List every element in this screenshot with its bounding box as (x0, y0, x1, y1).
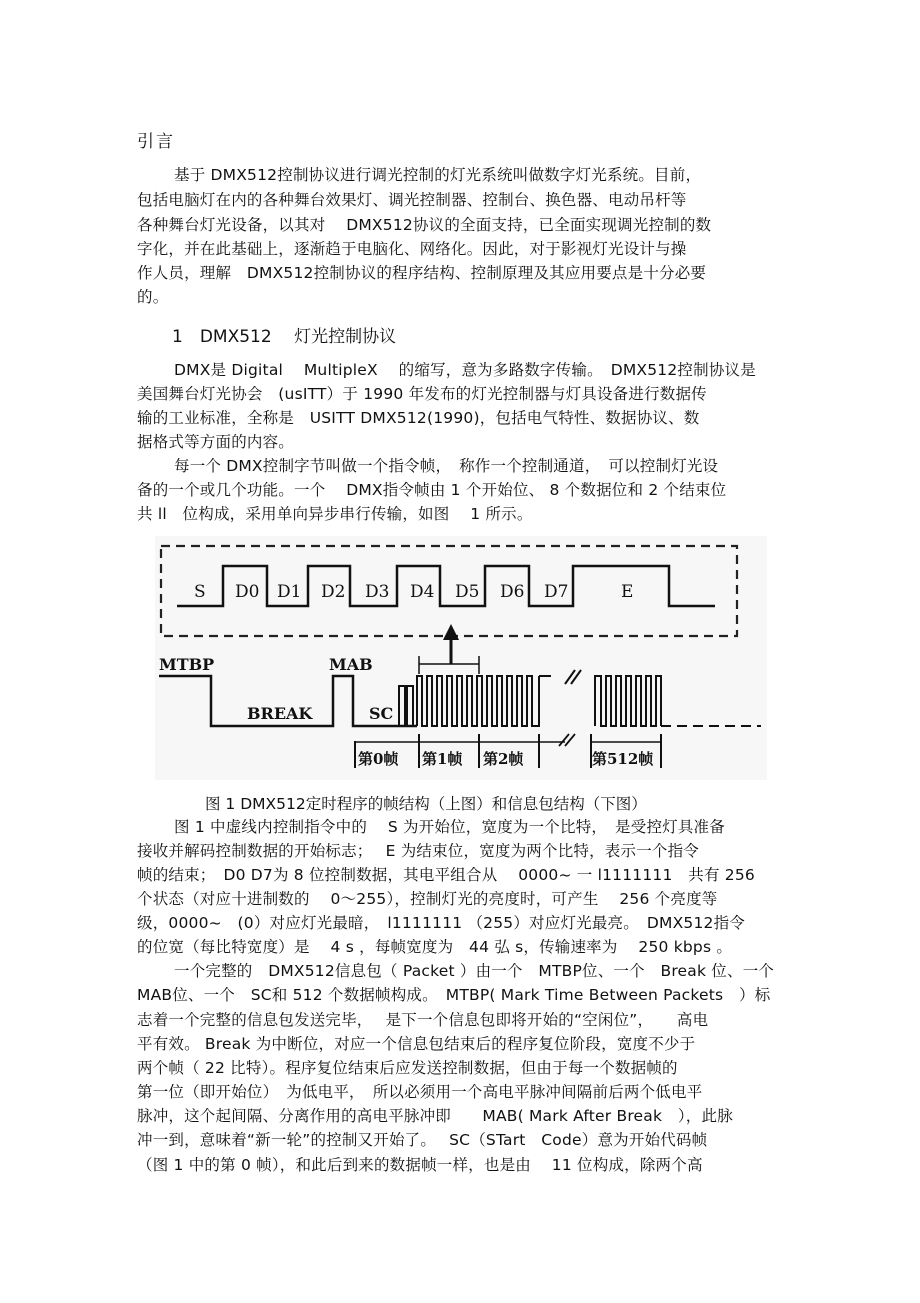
p4-line-6: 第一位（即开始位） 为低电平， 所以必须用一个高电平脉冲间隔前后两个低电平 (137, 1083, 703, 1101)
label-frame-0: 第0帧 (358, 750, 399, 768)
s1-p2-line-2: 备的一个或几个功能。一个 DMX指令帧由 1 个开始位、 8 个数据位和 2 个结束位 (137, 481, 727, 499)
figure-1-timing-diagram (155, 536, 767, 780)
label-sc: SC (369, 704, 394, 723)
bit-label-D6: D6 (500, 582, 525, 602)
label-frame-1: 第1帧 (422, 750, 463, 768)
bit-label-D4: D4 (410, 582, 435, 602)
p4-line-1: 一个完整的 DMX512信息包（ Packet ）由一个 MTBP位、一个 Break 位、一个 (174, 962, 775, 980)
intro-line-4: 字化，并在此基础上，逐渐趋于电脑化、网络化。因此，对于影视灯光设计与操 (137, 240, 687, 258)
bit-label-D3: D3 (365, 582, 390, 602)
p4-line-7: 脉冲，这个起间隔、分离作用的高电平脉冲即 MAB( Mark After Break ），此脉 (137, 1107, 733, 1125)
s1-p1-line-1: DMX是 Digital MultipleX 的缩写，意为多路数字传输。 DMX512控制协议是 (174, 361, 756, 379)
p4-line-3: 志着一个完整的信息包发送完毕， 是下一个信息包即将开始的“空闲位”， 高电 (137, 1011, 709, 1029)
label-mtbp: MTBP (159, 655, 215, 674)
s1-p1-line-4: 据格式等方面的内容。 (137, 433, 295, 451)
intro-line-2: 包括电脑灯在内的各种舞台效果灯、调光控制器、控制台、换色器、电动吊杆等 (137, 191, 687, 209)
intro-line-5: 作人员，理解 DMX512控制协议的程序结构、控制原理及其应用要点是十分必要 (137, 264, 707, 282)
p3-line-5: 级，0000~ (0）对应灯光最暗， l1111111 （255）对应灯光最亮。 DMX512指令 (137, 914, 746, 932)
p3-line-3: 帧的结束； D0 D7为 8 位控制数据，其电平组合从 0000~ 一 l1111111 共有 256 (137, 866, 755, 884)
s1-p1-line-2: 美国舞台灯光协会 (usITT）于 1990 年发布的灯光控制器与灯具设备进行数据传 (137, 385, 707, 403)
s1-p2-line-3: 共 ll 位构成，采用单向异步串行传输，如图 1 所示。 (137, 505, 533, 523)
bit-label-D1: D1 (277, 582, 302, 602)
p3-line-2: 接收并解码控制数据的开始标志； E 为结束位，宽度为两个比特，表示一个指令 (137, 842, 699, 860)
figure-background (155, 536, 767, 780)
section-1-heading: 1 DMX512 灯光控制协议 (172, 327, 397, 347)
bit-label-E: E (621, 582, 634, 602)
label-frame-2: 第2帧 (483, 750, 524, 768)
intro-line-1: 基于 DMX512控制协议进行调光控制的灯光系统叫做数字灯光系统。目前， (174, 166, 702, 184)
bit-label-S: S (194, 582, 206, 602)
intro-heading: 引言 (137, 132, 175, 152)
p4-line-8: 冲一到，意味着“新一轮”的控制又开始了。 SC（STart Code）意为开始代码帧 (137, 1131, 708, 1149)
s1-p1-line-3: 输的工业标准，全称是 USITT DMX512(1990)，包括电气特性、数据协议、数 (137, 409, 700, 427)
label-frame-512: 第512帧 (592, 750, 654, 768)
s1-p2-line-1: 每一个 DMX控制字节叫做一个指令帧， 称作一个控制通道， 可以控制灯光设 (174, 457, 719, 475)
label-break: BREAK (247, 704, 313, 723)
figure-1-caption: 图 1 DMX512定时程序的帧结构（上图）和信息包结构（下图） (205, 795, 647, 813)
p4-line-2: MAB位、一个 SC和 512 个数据帧构成。 MTBP( Mark Time Between Packets ）标 (137, 986, 771, 1004)
p3-line-1: 图 1 中虚线内控制指令中的 S 为开始位，宽度为一个比特， 是受控灯具准备 (174, 818, 725, 836)
timing-diagram-svg (155, 536, 767, 780)
bit-label-D2: D2 (321, 582, 346, 602)
bit-label-D7: D7 (544, 582, 569, 602)
p3-line-6: 的位宽（每比特宽度）是 4 s ，每帧宽度为 44 弘 s，传输速率为 250 kbps 。 (137, 938, 733, 956)
intro-line-6: 的。 (137, 288, 169, 306)
p3-line-4: 个状态（对应十进制数的 0～255），控制灯光的亮度时，可产生 256 个亮度等 (137, 890, 718, 908)
bit-label-D0: D0 (235, 582, 260, 602)
bit-label-D5: D5 (455, 582, 480, 602)
intro-line-3: 各种舞台灯光设备，以其对 DMX512协议的全面支持，已全面实现调光控制的数 (137, 216, 712, 234)
p4-line-5: 两个帧（ 22 比特）。程序复位结束后应发送控制数据，但由于每一个数据帧的 (137, 1059, 678, 1077)
p4-line-4: 平有效。 Break 为中断位，对应一个信息包结束后的程序复位阶段，宽度不少于 (137, 1035, 696, 1053)
label-mab: MAB (329, 655, 373, 674)
p4-line-9: （图 1 中的第 0 帧），和此后到来的数据帧一样，也是由 11 位构成，除两个高 (137, 1156, 703, 1174)
